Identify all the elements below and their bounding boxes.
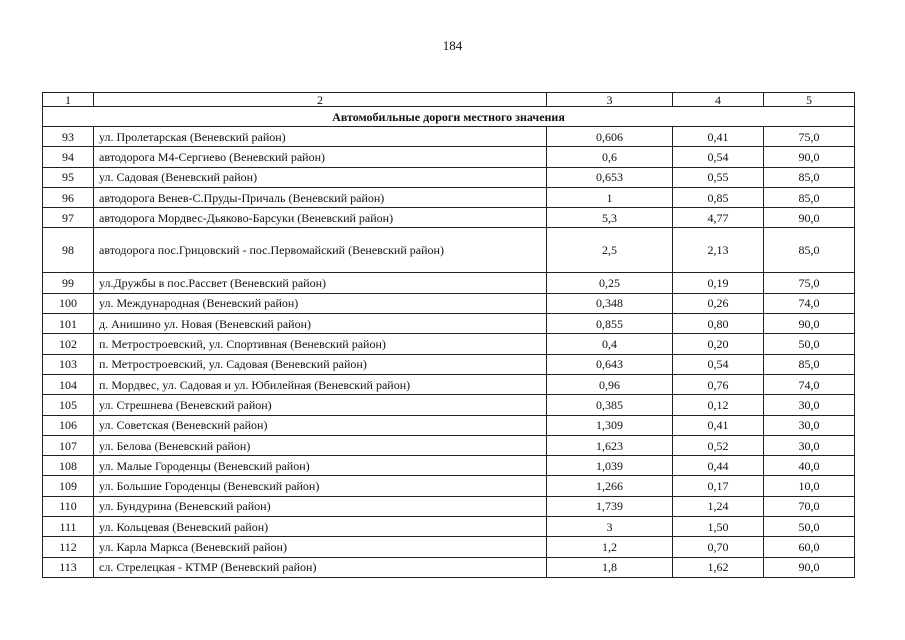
row-number: 102 bbox=[43, 334, 94, 354]
road-name: ул. Советская (Веневский район) bbox=[94, 415, 547, 435]
value-col3: 2,5 bbox=[547, 228, 673, 273]
value-col4: 1,50 bbox=[673, 517, 764, 537]
row-number: 100 bbox=[43, 293, 94, 313]
table-row bbox=[43, 334, 855, 354]
value-col5: 50,0 bbox=[764, 517, 855, 537]
row-number: 96 bbox=[43, 187, 94, 207]
value-col5: 90,0 bbox=[764, 208, 855, 228]
value-col5: 90,0 bbox=[764, 147, 855, 167]
value-col5: 70,0 bbox=[764, 496, 855, 516]
value-col3: 1,623 bbox=[547, 435, 673, 455]
table-row bbox=[43, 273, 855, 293]
road-name: ул. Международная (Веневский район) bbox=[94, 293, 547, 313]
value-col4: 0,17 bbox=[673, 476, 764, 496]
section-title: Автомобильные дороги местного значения bbox=[43, 107, 855, 127]
page-number: 184 bbox=[442, 38, 463, 53]
value-col4: 1,62 bbox=[673, 557, 764, 577]
value-col4: 0,41 bbox=[673, 127, 764, 147]
value-col3: 1,2 bbox=[547, 537, 673, 557]
table-row bbox=[43, 517, 855, 537]
value-col3: 0,855 bbox=[547, 314, 673, 334]
row-number: 109 bbox=[43, 476, 94, 496]
value-col4: 0,55 bbox=[673, 167, 764, 187]
value-col3: 0,606 bbox=[547, 127, 673, 147]
value-col5: 75,0 bbox=[764, 273, 855, 293]
row-number: 112 bbox=[43, 537, 94, 557]
road-name: ул. Бундурина (Веневский район) bbox=[94, 496, 547, 516]
value-col3: 1,266 bbox=[547, 476, 673, 496]
road-name: автодорога пос.Грицовский - пос.Первомайский (Веневский район) bbox=[94, 228, 547, 273]
value-col4: 0,19 bbox=[673, 273, 764, 293]
value-col3: 0,4 bbox=[547, 334, 673, 354]
table-row bbox=[43, 456, 855, 476]
table-row bbox=[43, 374, 855, 394]
row-number: 103 bbox=[43, 354, 94, 374]
value-col4: 0,54 bbox=[673, 354, 764, 374]
value-col4: 0,80 bbox=[673, 314, 764, 334]
road-name: сл. Стрелецкая - КТМР (Веневский район) bbox=[94, 557, 547, 577]
value-col4: 0,85 bbox=[673, 187, 764, 207]
row-number: 113 bbox=[43, 557, 94, 577]
road-name: ул. Белова (Веневский район) bbox=[94, 435, 547, 455]
value-col3: 0,348 bbox=[547, 293, 673, 313]
row-number: 108 bbox=[43, 456, 94, 476]
table-row bbox=[43, 147, 855, 167]
row-number: 107 bbox=[43, 435, 94, 455]
value-col3: 0,96 bbox=[547, 374, 673, 394]
column-header: 1 bbox=[43, 93, 94, 107]
column-header: 2 bbox=[94, 93, 547, 107]
table-row bbox=[43, 314, 855, 334]
column-header: 3 bbox=[547, 93, 673, 107]
row-number: 106 bbox=[43, 415, 94, 435]
row-number: 94 bbox=[43, 147, 94, 167]
value-col4: 0,41 bbox=[673, 415, 764, 435]
road-name: ул. Карла Маркса (Веневский район) bbox=[94, 537, 547, 557]
header-row bbox=[43, 93, 855, 107]
row-number: 101 bbox=[43, 314, 94, 334]
value-col4: 0,12 bbox=[673, 395, 764, 415]
value-col3: 1,739 bbox=[547, 496, 673, 516]
road-name: ул. Кольцевая (Веневский район) bbox=[94, 517, 547, 537]
value-col4: 0,76 bbox=[673, 374, 764, 394]
value-col5: 30,0 bbox=[764, 415, 855, 435]
value-col5: 85,0 bbox=[764, 187, 855, 207]
row-number: 93 bbox=[43, 127, 94, 147]
table-row bbox=[43, 415, 855, 435]
table-row bbox=[43, 435, 855, 455]
road-name: ул. Большие Городенцы (Веневский район) bbox=[94, 476, 547, 496]
road-name: п. Мордвес, ул. Садовая и ул. Юбилейная (Веневский район) bbox=[94, 374, 547, 394]
value-col3: 0,6 bbox=[547, 147, 673, 167]
value-col3: 1 bbox=[547, 187, 673, 207]
row-number: 104 bbox=[43, 374, 94, 394]
value-col5: 85,0 bbox=[764, 167, 855, 187]
value-col3: 0,25 bbox=[547, 273, 673, 293]
row-number: 97 bbox=[43, 208, 94, 228]
value-col5: 90,0 bbox=[764, 557, 855, 577]
value-col5: 74,0 bbox=[764, 374, 855, 394]
table-row bbox=[43, 557, 855, 577]
value-col3: 3 bbox=[547, 517, 673, 537]
value-col4: 0,52 bbox=[673, 435, 764, 455]
table-row bbox=[43, 208, 855, 228]
road-name: ул. Пролетарская (Веневский район) bbox=[94, 127, 547, 147]
road-name: п. Метростроевский, ул. Садовая (Веневский район) bbox=[94, 354, 547, 374]
value-col4: 0,44 bbox=[673, 456, 764, 476]
value-col4: 0,70 bbox=[673, 537, 764, 557]
road-name: автодорога М4-Сергиево (Веневский район) bbox=[94, 147, 547, 167]
value-col4: 0,54 bbox=[673, 147, 764, 167]
road-name: ул. Малые Городенцы (Веневский район) bbox=[94, 456, 547, 476]
value-col5: 60,0 bbox=[764, 537, 855, 557]
value-col4: 1,24 bbox=[673, 496, 764, 516]
value-col5: 85,0 bbox=[764, 228, 855, 273]
table-row bbox=[43, 354, 855, 374]
value-col4: 4,77 bbox=[673, 208, 764, 228]
table-row bbox=[43, 537, 855, 557]
table-row bbox=[43, 167, 855, 187]
value-col5: 85,0 bbox=[764, 354, 855, 374]
value-col3: 1,039 bbox=[547, 456, 673, 476]
road-name: ул. Садовая (Веневский район) bbox=[94, 167, 547, 187]
table-row bbox=[43, 127, 855, 147]
table-row bbox=[43, 395, 855, 415]
column-header: 4 bbox=[673, 93, 764, 107]
row-number: 95 bbox=[43, 167, 94, 187]
value-col3: 1,8 bbox=[547, 557, 673, 577]
row-number: 99 bbox=[43, 273, 94, 293]
road-name: автодорога Мордвес-Дьяково-Барсуки (Веневский район) bbox=[94, 208, 547, 228]
value-col4: 0,20 bbox=[673, 334, 764, 354]
road-name: д. Анишино ул. Новая (Веневский район) bbox=[94, 314, 547, 334]
value-col3: 5,3 bbox=[547, 208, 673, 228]
table-row bbox=[43, 293, 855, 313]
value-col5: 10,0 bbox=[764, 476, 855, 496]
value-col4: 0,26 bbox=[673, 293, 764, 313]
table-row bbox=[43, 476, 855, 496]
road-name: п. Метростроевский, ул. Спортивная (Веневский район) bbox=[94, 334, 547, 354]
value-col3: 0,653 bbox=[547, 167, 673, 187]
row-number: 98 bbox=[43, 228, 94, 273]
value-col3: 0,643 bbox=[547, 354, 673, 374]
table-row bbox=[43, 496, 855, 516]
table-row bbox=[43, 228, 855, 273]
value-col3: 0,385 bbox=[547, 395, 673, 415]
row-number: 105 bbox=[43, 395, 94, 415]
road-name: ул. Стрешнева (Веневский район) bbox=[94, 395, 547, 415]
table-row bbox=[43, 187, 855, 207]
value-col5: 50,0 bbox=[764, 334, 855, 354]
value-col5: 75,0 bbox=[764, 127, 855, 147]
section-row bbox=[43, 107, 855, 127]
value-col5: 90,0 bbox=[764, 314, 855, 334]
value-col3: 1,309 bbox=[547, 415, 673, 435]
row-number: 110 bbox=[43, 496, 94, 516]
road-name: автодорога Венев-С.Пруды-Причаль (Веневский район) bbox=[94, 187, 547, 207]
value-col4: 2,13 bbox=[673, 228, 764, 273]
value-col5: 74,0 bbox=[764, 293, 855, 313]
road-name: ул.Дружбы в пос.Рассвет (Веневский район) bbox=[94, 273, 547, 293]
value-col5: 30,0 bbox=[764, 395, 855, 415]
roads-table bbox=[42, 92, 855, 578]
value-col5: 30,0 bbox=[764, 435, 855, 455]
value-col5: 40,0 bbox=[764, 456, 855, 476]
row-number: 111 bbox=[43, 517, 94, 537]
column-header: 5 bbox=[764, 93, 855, 107]
